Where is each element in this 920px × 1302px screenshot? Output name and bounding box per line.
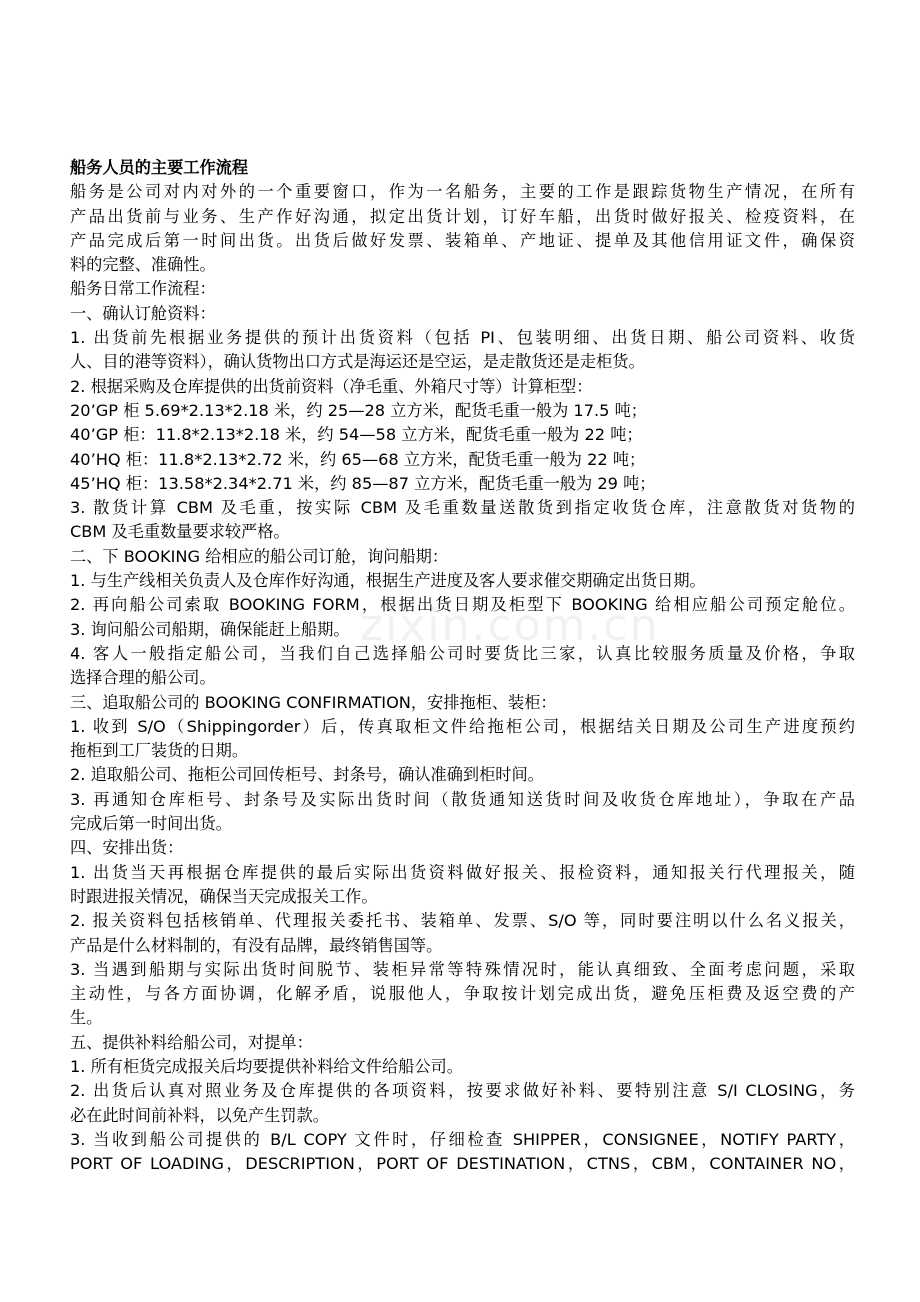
paragraph-line: 料的完整、准确性。: [70, 255, 216, 275]
paragraph-line: 3. 当收到船公司提供的 B/L COPY 文件时，仔细检查 SHIPPER，CONSIGNEE，NOTIFY PARTY，: [70, 1129, 855, 1149]
paragraph-line: 拖柜到工厂装货的日期。: [70, 741, 249, 761]
paragraph-line: 选择合理的船公司。: [70, 668, 216, 688]
section-heading: 一、确认订舱资料：: [70, 303, 216, 323]
paragraph-line: 2. 再向船公司索取 BOOKING FORM，根据出货日期及柜型下 BOOKING 给相应船公司预定舱位。: [70, 595, 855, 615]
paragraph-line: 1. 出货前先根据业务提供的预计出货资料（包括 PI、包装明细、出货日期、船公司资料、收货: [70, 328, 855, 348]
section-heading: 船务日常工作流程：: [70, 279, 216, 299]
paragraph-line: 1. 出货当天再根据仓库提供的最后实际出货资料做好报关、报检资料，通知报关行代理报关，随: [70, 862, 855, 882]
document-page: [70, 156, 855, 1176]
document-title: 船务人员的主要工作流程: [70, 158, 249, 177]
paragraph-line: 产品出货前与业务、生产作好沟通，拟定出货计划，订好车船，出货时做好报关、检疫资料，在: [70, 206, 855, 226]
paragraph-line: 时跟进报关情况，确保当天完成报关工作。: [70, 886, 378, 906]
paragraph-line: 产品是什么材料制的，有没有品牌，最终销售国等。: [70, 935, 443, 955]
paragraph-line: 完成后第一时间出货。: [70, 814, 232, 834]
paragraph-line: 船务是公司对内对外的一个重要窗口，作为一名船务，主要的工作是跟踪货物生产情况，在所有: [70, 182, 855, 202]
paragraph-line: 2. 追取船公司、拖柜公司回传柜号、封条号，确认准确到柜时间。: [70, 765, 544, 785]
paragraph-line: 3. 再通知仓库柜号、封条号及实际出货时间（散货通知送货时间及收货仓库地址），争取在产品: [70, 789, 855, 809]
paragraph-line: PORT OF LOADING，DESCRIPTION，PORT OF DESTINATION，CTNS，CBM，CONTAINER NO，: [70, 1154, 855, 1174]
section-heading: 三、追取船公司的 BOOKING CONFIRMATION，安排拖柜、装柜：: [70, 692, 557, 712]
section-heading: 五、提供补料给船公司，对提单：: [70, 1032, 313, 1052]
container-spec-line: 20’GP 柜 5.69*2.13*2.18 米，约 25—28 立方米，配货毛重一般为 17.5 吨；: [70, 400, 647, 420]
paragraph-line: 生。: [70, 1008, 103, 1028]
paragraph-line: 主动性，与各方面协调，化解矛盾，说服他人，争取按计划完成出货，避免压柜费及返空费的产: [70, 984, 855, 1004]
paragraph-line: 2. 出货后认真对照业务及仓库提供的各项资料，按要求做好补料、要特别注意 S/I CLOSING，务: [70, 1081, 855, 1101]
paragraph-line: 2. 根据采购及仓库提供的出货前资料（净毛重、外箱尺寸等）计算柜型：: [70, 376, 593, 396]
container-spec-line: 45’HQ 柜：13.58*2.34*2.71 米，约 85—87 立方米，配货毛重一般为 29 吨；: [70, 473, 656, 493]
paragraph-line: 1. 收到 S/O（Shippingorder）后，传真取柜文件给拖柜公司，根据结关日期及公司生产进度预约: [70, 716, 855, 736]
paragraph-line: 1. 与生产线相关负责人及仓库作好沟通，根据生产进度及客人要求催交期确定出货日期。: [70, 571, 706, 591]
paragraph-line: 1. 所有柜货完成报关后均要提供补料给文件给船公司。: [70, 1056, 463, 1076]
paragraph-line: 3. 散货计算 CBM 及毛重，按实际 CBM 及毛重数量送散货到指定收货仓库，注意散货对货物的: [70, 498, 855, 518]
paragraph-line: 产品完成后第一时间出货。出货后做好发票、装箱单、产地证、提单及其他信用证文件，确保资: [70, 230, 855, 250]
paragraph-line: 人、目的港等资料），确认货物出口方式是海运还是空运，是走散货还是走柜货。: [70, 352, 645, 372]
paragraph-line: 4. 客人一般指定船公司，当我们自己选择船公司时要货比三家，认真比较服务质量及价格，争取: [70, 643, 855, 663]
paragraph-line: 3. 询问船公司船期，确保能赶上船期。: [70, 619, 350, 639]
section-heading: 四、安排出货：: [70, 838, 184, 858]
section-heading: 二、下 BOOKING 给相应的船公司订舱，询问船期：: [70, 546, 449, 566]
paragraph-line: CBM 及毛重数量要求较严格。: [70, 522, 290, 542]
paragraph-line: 2. 报关资料包括核销单、代理报关委托书、装箱单、发票、S/O 等，同时要注明以什么名义报关，: [70, 911, 855, 931]
watermark: zixin.com.cn: [360, 600, 660, 651]
container-spec-line: 40’HQ 柜：11.8*2.13*2.72 米，约 65—68 立方米，配货毛重一般为 22 吨；: [70, 449, 646, 469]
container-spec-line: 40’GP 柜：11.8*2.13*2.18 米，约 54—58 立方米，配货毛重一般为 22 吨；: [70, 425, 643, 445]
paragraph-line: 3. 当遇到船期与实际出货时间脱节、装柜异常等特殊情况时，能认真细致、全面考虑问题，采取: [70, 959, 855, 979]
paragraph-line: 必在此时间前补料，以免产生罚款。: [70, 1105, 329, 1125]
